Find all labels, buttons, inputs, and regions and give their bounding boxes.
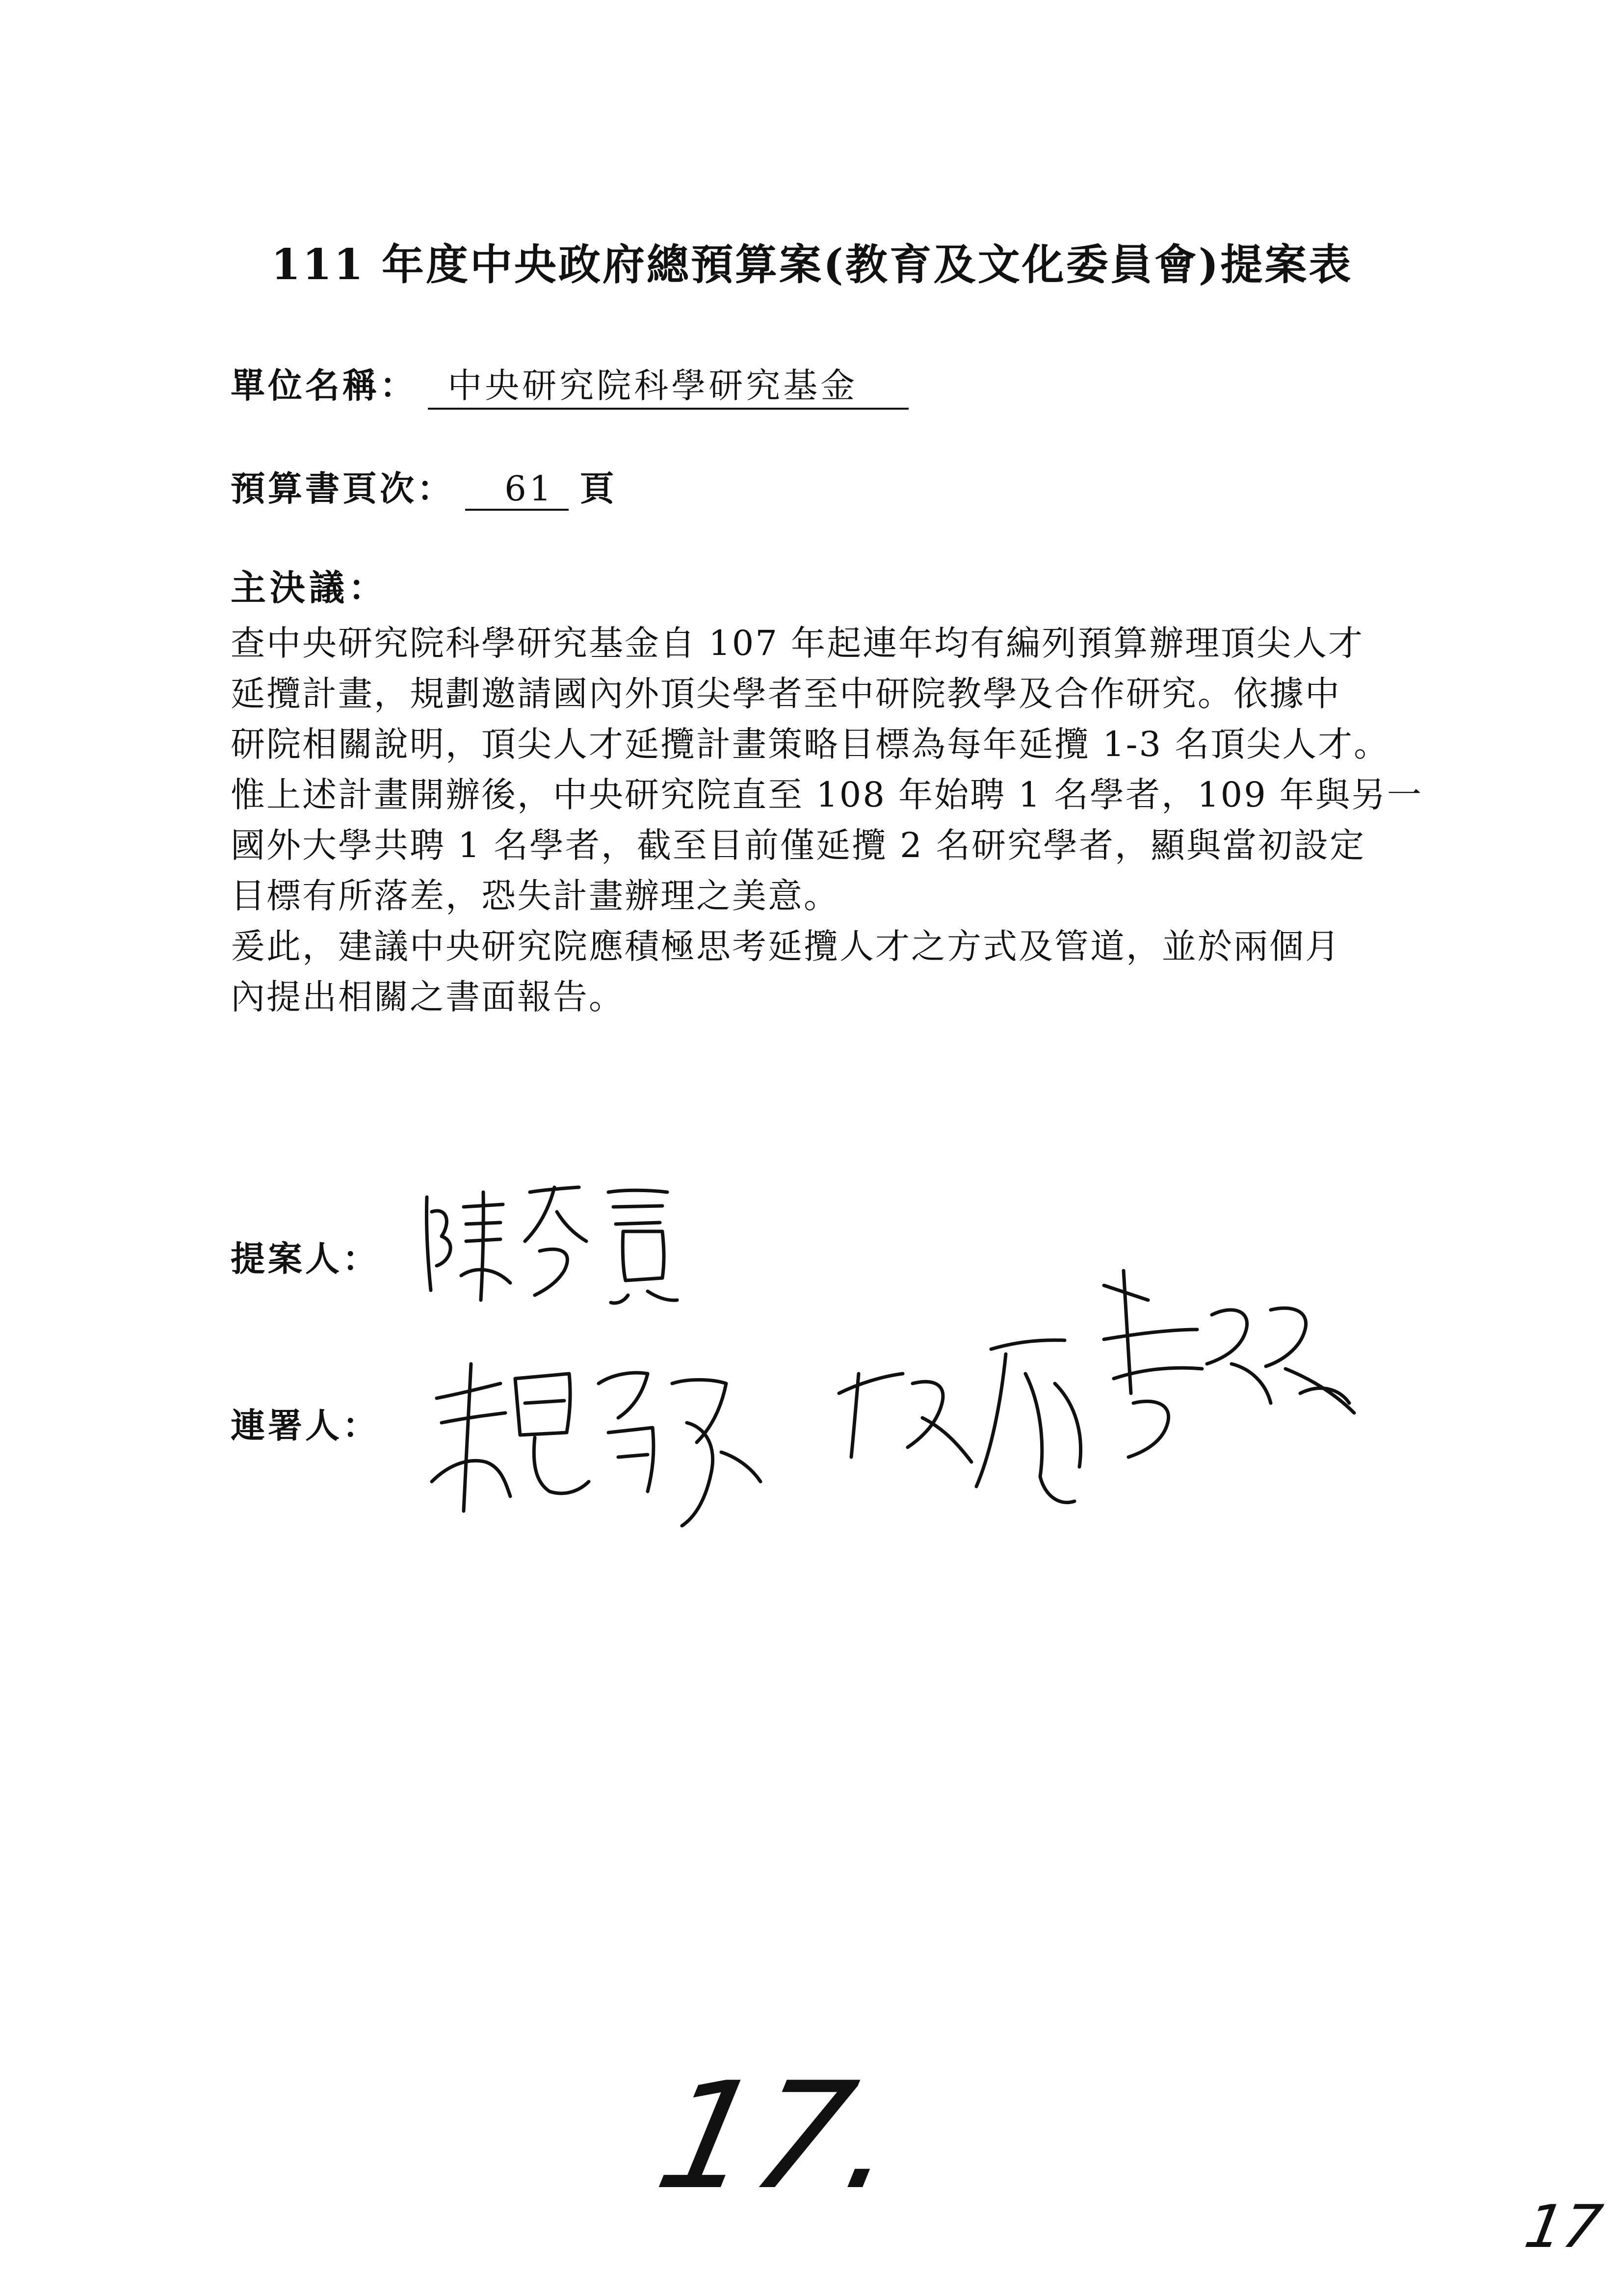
unit-name-label: 單位名稱：	[231, 365, 417, 406]
unit-name-field	[231, 358, 909, 410]
resolution-line: 內提出相關之書面報告。	[231, 977, 625, 1017]
resolution-body	[231, 618, 1428, 1022]
corner-page-number: 17	[1519, 2193, 1607, 2261]
resolution-heading: 主決議：	[231, 567, 388, 608]
unit-name-value: 中央研究院科學研究基金	[428, 358, 909, 410]
handwritten-page-number: 17.	[644, 2051, 915, 2222]
resolution-line: 延攬計畫，規劃邀請國內外頂尖學者至中研院教學及合作研究。依據中	[231, 674, 1341, 714]
document-title: 111 年度中央政府總預算案(教育及文化委員會)提案表	[271, 240, 1353, 289]
resolution-line: 查中央研究院科學研究基金自 107 年起連年均有編列預算辦理頂尖人才	[231, 623, 1364, 663]
cosigner-signature	[829, 1256, 1364, 1540]
budget-page-suffix: 頁	[579, 468, 617, 509]
budget-page-label: 預算書頁次：	[231, 468, 454, 509]
cosigner-label: 連署人：	[231, 1405, 380, 1446]
budget-page-value: 61	[465, 469, 569, 511]
proposer-label: 提案人：	[231, 1238, 380, 1279]
budget-page-field	[231, 461, 617, 511]
resolution-line: 研院相關說明，頂尖人才延攬計畫策略目標為每年延攬 1-3 名頂尖人才。	[231, 724, 1390, 764]
proposer-signature	[417, 1177, 692, 1305]
resolution-line: 目標有所落差，恐失計畫辦理之美意。	[231, 876, 839, 916]
cosigner-signature	[422, 1354, 775, 1540]
resolution-line: 爰此，建議中央研究院應積極思考延攬人才之方式及管道，並於兩個月	[231, 926, 1341, 966]
resolution-line: 惟上述計畫開辦後，中央研究院直至 108 年始聘 1 名學者，109 年與另一	[231, 775, 1423, 815]
resolution-line: 國外大學共聘 1 名學者，截至目前僅延攬 2 名研究學者，顯與當初設定	[231, 825, 1366, 865]
